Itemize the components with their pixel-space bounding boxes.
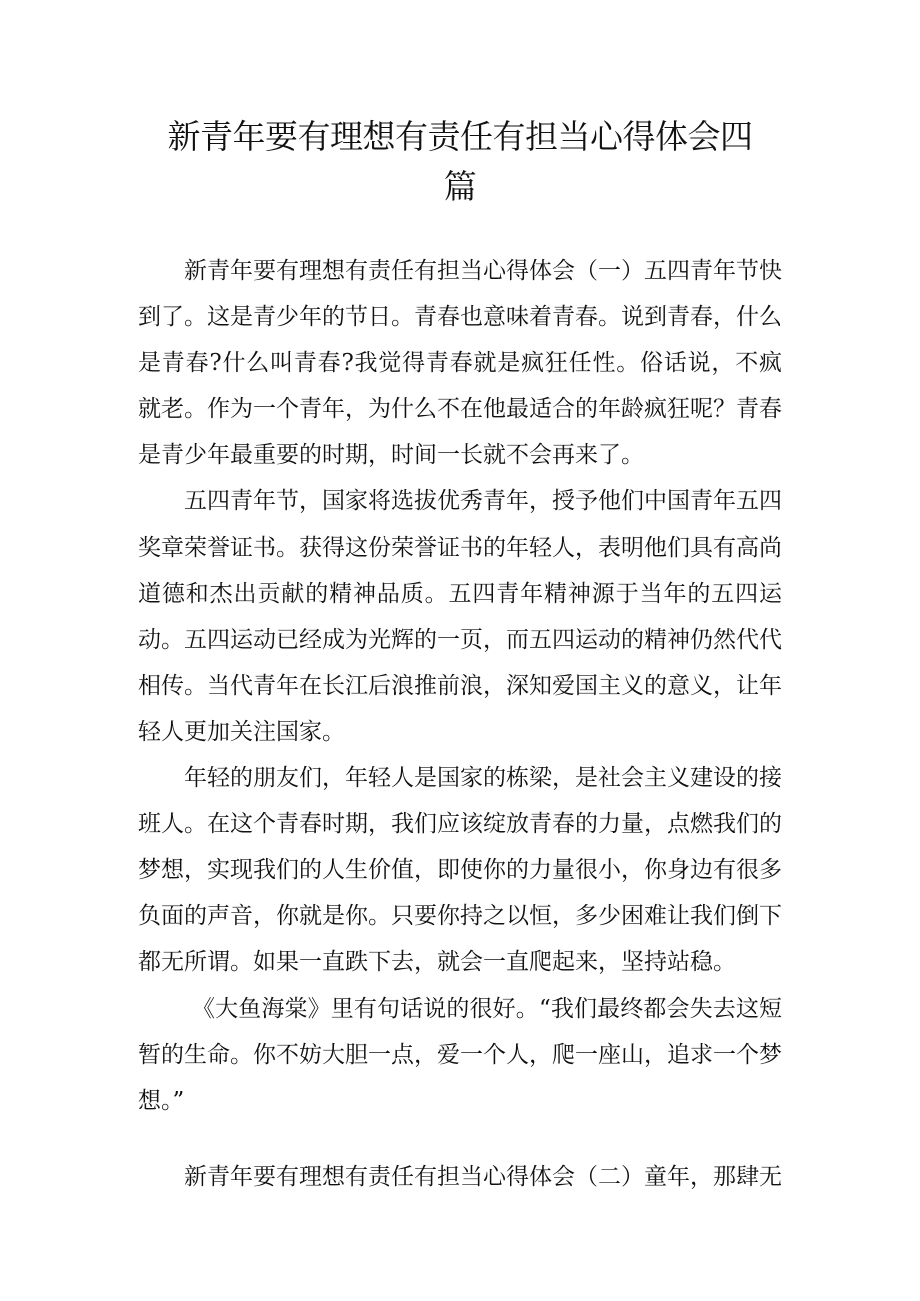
document-body	[138, 248, 782, 1200]
paragraph-2: 五四青年节，国家将选拔优秀青年，授予他们中国青年五四奖章荣誉证书。获得这份荣誉证书的年轻人，表明他们具有高尚道德和杰出贡献的精神品质。五四青年精神源于当年的五四运动。五四运动已经成为光辉的一页，而五四运动的精神仍然代代相传。当代青年在长江后浪推前浪，深知爱国主义的意义，让年轻人更加关注国家。	[138, 488, 782, 745]
paragraph-5: 新青年要有理想有责任有担当心得体会（二）童年，那肆无	[184, 1163, 782, 1190]
paragraph-3: 年轻的朋友们，年轻人是国家的栋梁，是社会主义建设的接班人。在这个青春时期，我们应该绽放青春的力量，点燃我们的梦想，实现我们的人生价值，即使你的力量很小，你身边有很多负面的声音，你就是你。只要你持之以恒，多少困难让我们倒下都无所谓。如果一直跌下去，就会一直爬起来，坚持站稳。	[138, 765, 782, 976]
document-title	[138, 112, 782, 212]
paragraph-1: 新青年要有理想有责任有担当心得体会（一）五四青年节快到了。这是青少年的节日。青春也意味着青春。说到青春，什么是青春?什么叫青春?我觉得青春就是疯狂任性。俗话说，不疯就老。作为一个青年，为什么不在他最适合的年龄疯狂呢？青春是青少年最重要的时期，时间一长就不会再来了。	[138, 258, 782, 469]
paragraph-4-quote: 《大鱼海棠》里有句话说的很好。“我们最终都会失去这短暂的生命。你不妨大胆一点，爱一个人，爬一座山，追求一个梦想。”	[138, 995, 782, 1114]
title-line-2: 篇	[443, 167, 477, 206]
title-line-1: 新青年要有理想有责任有担当心得体会四	[167, 117, 753, 156]
